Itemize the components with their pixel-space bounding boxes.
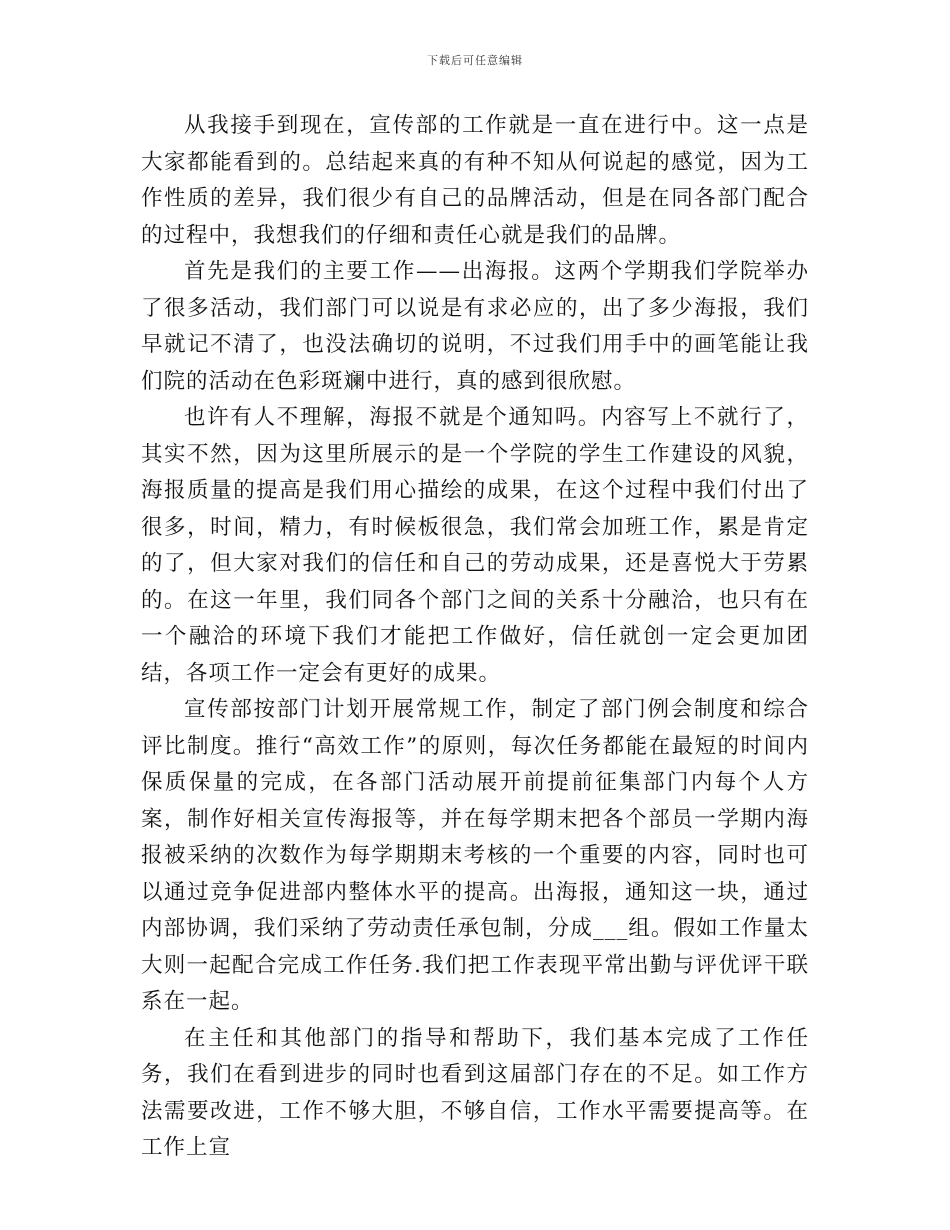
paragraph-5: 在主任和其他部门的指导和帮助下，我们基本完成了工作任务，我们在看到进步的同时也看到这届部门存在的不足。如工作方法需要改进，工作不够大胆，不够自信，工作水平需要提高等。在工作上宣 — [141, 1025, 809, 1160]
paragraph-4: 宣传部按部门计划开展常规工作，制定了部门例会制度和综合评比制度。推行“高效工作”的原则，每次任务都能在最短的时间内保质保量的完成，在各部门活动展开前提前征集部门内每个人方案，制作好相关宣传海报等，并在每学期末把各个部员一学期内海报被采纳的次数作为每学期期末考核的一个重要的内容，同时也可以通过竞争促进部内整体水平的提高。出海报，通知这一块，通过内部协调，我们采纳了劳动责任承包制，分成___组。假如工作量太大则一起配合完成工作任务.我们把工作表现平常出勤与评优评干联系在一起。 — [141, 697, 809, 1014]
paragraph-3: 也许有人不理解，海报不就是个通知吗。内容写上不就行了，其实不然，因为这里所展示的是一个学院的学生工作建设的风貌，海报质量的提高是我们用心描绘的成果，在这个过程中我们付出了很多，时间，精力，有时候板很急，我们常会加班工作，累是肯定的了，但大家对我们的信任和自己的劳动成果，还是喜悦大于劳累的。在这一年里，我们同各个部门之间的关系十分融洽，也只有在一个融洽的环境下我们才能把工作做好，信任就创一定会更加团结，各项工作一定会有更好的成果。 — [141, 405, 809, 686]
page-header: 下载后可任意编辑 — [427, 54, 523, 67]
paragraph-1: 从我接手到现在，宣传部的工作就是一直在进行中。这一点是大家都能看到的。总结起来真的有种不知从何说起的感觉，因为工作性质的差异，我们很少有自己的品牌活动，但是在同各部门配合的过程中，我想我们的仔细和责任心就是我们的品牌。 — [141, 113, 809, 248]
paragraph-2: 首先是我们的主要工作——出海报。这两个学期我们学院举办了很多活动，我们部门可以说是有求必应的，出了多少海报，我们早就记不清了，也没法确切的说明，不过我们用手中的画笔能让我们院的活动在色彩斑斓中进行，真的感到很欣慰。 — [141, 259, 809, 394]
document-body — [141, 108, 809, 1167]
